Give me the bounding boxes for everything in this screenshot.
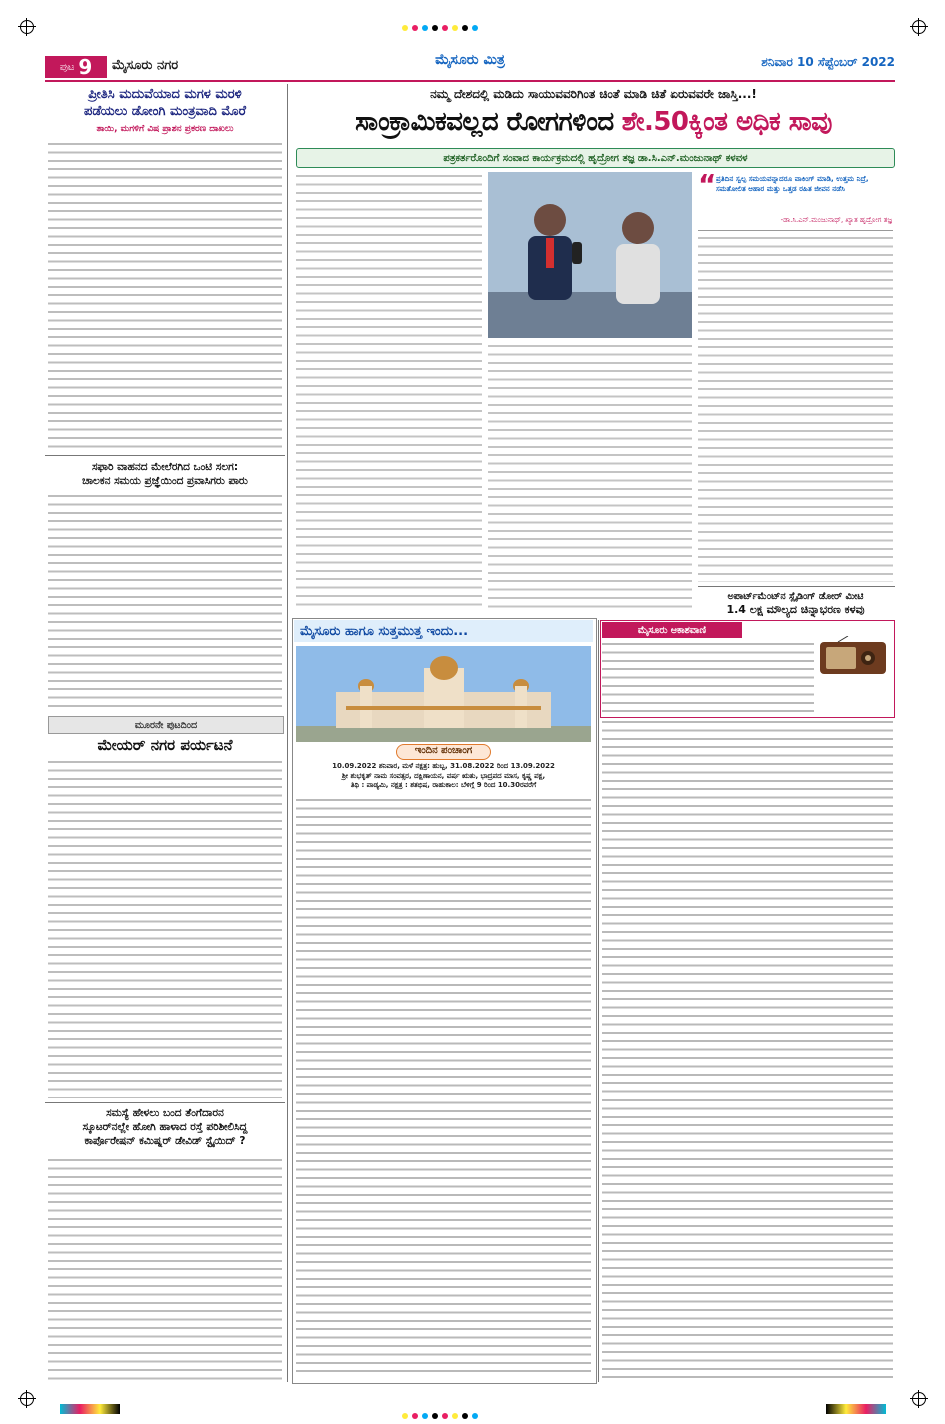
- radio-schedule: [602, 640, 814, 714]
- radio-icon: [818, 636, 888, 676]
- radio-title: ಮೈಸೂರು ಆಕಾಶವಾಣಿ: [637, 624, 707, 636]
- continued-label: ಮೂರನೇ ಪುಟದಿಂದ: [134, 719, 198, 731]
- radio-illustration: [818, 636, 888, 676]
- lead-body-mid: [488, 342, 692, 612]
- story3-body: [48, 758, 282, 1098]
- lead-subhead: ಪತ್ರಕರ್ತರೊಂದಿಗೆ ಸಂವಾದ ಕಾರ್ಯಕ್ರಮದಲ್ಲಿ ಹೃದ್ರೋಗ ತಜ್ಞ ಡಾ.ಸಿ.ಎನ್.ಮಂಜುನಾಥ್ ಕಳವಳ: [443, 152, 748, 164]
- panchanga-line1: 10.09.2022 ಶನಿವಾರ, ಮಳೆ ನಕ್ಷತ್ರ: ಹುಬ್ಬ, 31.08.2022 ರಿಂದ 13.09.2022: [332, 762, 555, 770]
- story2-title: [48, 460, 282, 488]
- palace-illustration: [296, 646, 591, 742]
- lead-body-right: [698, 234, 893, 582]
- story1-title: [48, 86, 282, 120]
- story4-title-line3: ಕಾರ್ಪೊರೇಷನ್ ಕಮಿಷ್ನರ್ ಡೇವಿಡ್ ಸ್ಟೈಯಿದ್ ?: [84, 1135, 246, 1147]
- today-title: ಮೈಸೂರು ಹಾಗೂ ಸುತ್ತಮುತ್ತ ಇಂದು...: [300, 623, 469, 639]
- panchanga-title: ಇಂದಿನ ಪಂಚಾಂಗ: [396, 744, 491, 760]
- quote-attribution: -ಡಾ.ಸಿ.ಎನ್.ಮಂಜುನಾಥ್, ಖ್ಯಾತ ಹೃದ್ರೋಗ ತಜ್ಞ: [780, 216, 892, 224]
- lead-headline-part1: ಸಾಂಕ್ರಾಮಿಕವಲ್ಲದ ರೋಗಗಳಿಂದ: [355, 106, 614, 137]
- panchanga-title-bar: [296, 744, 591, 760]
- speaker-photo-illustration: [488, 172, 692, 338]
- apartment-title-line1: ಅಪಾರ್ಟ್‌ಮೆಂಟ್‌ನ ಸ್ಲೈಡಿಂಗ್ ಡೋರ್ ಮೀಟಿ: [727, 591, 864, 602]
- quote-text: ಪ್ರತಿದಿನ ಸ್ವಲ್ಪ ಸಮಯವನ್ನಾದರೂ ವಾಕಿಂಗ್ ಮಾಡಿ, ಉತ್ತಮ ನಿದ್ರೆ, ಸಮತೋಲಿತ ಆಹಾರ ಮತ್ತು ಒತ್ತಡ ರಹಿತ ಜೀವನ ನಡೆಸಿ: [716, 174, 869, 193]
- story1-title-line1: ಪ್ರೀತಿಸಿ ಮದುವೆಯಾದ ಮಗಳ ಮರಳಿ: [88, 87, 242, 102]
- palace-photo: [296, 646, 591, 742]
- story4-title: [48, 1106, 282, 1148]
- lead-headline: [292, 104, 895, 140]
- continued-banner: [48, 716, 284, 734]
- lead-subhead-bar: [296, 148, 895, 168]
- story4-title-line1: ಸಮಸ್ಯೆ ಹೇಳಲು ಬಂದ ತೆಂಗೆದಾರನ: [106, 1107, 224, 1119]
- quote-mark-icon: “: [698, 168, 717, 201]
- panchanga-line3: ತಿಥಿ : ಪಾಡ್ಯಮಿ, ನಕ್ಷತ್ರ : ಶತಭಿಷ, ರಾಹುಕಾಲ: ಬೆಳಿಗ್ಗೆ 9 ರಿಂದ 10.30ರವರೆಗೆ: [350, 781, 537, 789]
- quote-box: [698, 168, 893, 231]
- events-list: [296, 796, 591, 1378]
- apartment-title-line2: 1.4 ಲಕ್ಷ ಮೌಲ್ಯದ ಚಿನ್ನಾಭರಣ ಕಳವು: [726, 603, 865, 616]
- paper-name: ಮೈಸೂರು ಮಿತ್ರ: [435, 52, 505, 68]
- apartment-title: [698, 590, 893, 616]
- page-label: ಪುಟ: [59, 61, 75, 73]
- lead-body-left: [296, 172, 482, 612]
- story1-body: [48, 140, 282, 452]
- page-number: 9: [78, 55, 93, 79]
- lead-headline-part2: ಶೇ.50ಕ್ಕಿಂತ ಅಧಿಕ ಸಾವು: [621, 106, 832, 137]
- lead-photo: [488, 172, 692, 338]
- story4-body: [48, 1156, 282, 1382]
- radio-schedule-cont: [602, 718, 893, 1382]
- story2-body: [48, 492, 282, 712]
- panchanga-line2: ಶ್ರೀ ಶುಭಕೃತ್ ನಾಮ ಸಂವತ್ಸರ, ದಕ್ಷಿಣಾಯನ, ವರ್ಷ ಋತು, ಭಾದ್ರಪದ ಮಾಸ, ಕೃಷ್ಣ ಪಕ್ಷ,: [341, 771, 546, 780]
- story1-title-line2: ಪಡೆಯಲು ಡೋಂಗಿ ಮಂತ್ರವಾದಿ ಮೊರೆ: [84, 104, 246, 119]
- story4-title-line2: ಸ್ಕೂಟರ್‌ನಲ್ಲೇ ಹೋಗಿ ಹಾಳಾದ ರಸ್ತೆ ಪರಿಶೀಲಿಸಿದ್ದ: [82, 1121, 248, 1133]
- story2-title-line1: ಸಫಾರಿ ವಾಹನದ ಮೇಲೆರಗಿದ ಒಂಟಿ ಸಲಗ:: [91, 461, 239, 473]
- story2-title-line2: ಚಾಲಕನ ಸಮಯ ಪ್ರಜ್ಞೆಯಿಂದ ಪ್ರವಾಸಿಗರು ಪಾರು: [82, 475, 248, 487]
- lead-kicker: ನಮ್ಮ ದೇಶದಲ್ಲಿ ಮಡಿದು ಸಾಯುವವರಿಗಿಂತ ಚಿಂತೆ ಮಾಡಿ ಚಿತೆ ಏರುವವರೇ ಜಾಸ್ತಿ...!: [430, 87, 757, 101]
- panchanga-text: [296, 762, 591, 791]
- page-number-box: [45, 56, 107, 78]
- issue-date: ಶನಿವಾರ 10 ಸೆಪ್ಟೆಂಬರ್ 2022: [761, 55, 895, 69]
- story1-subtitle: ತಾಯಿ, ಮಗಳಿಗೆ ವಿಷ ಪ್ರಾಶನ ಪ್ರಕರಣ ದಾಖಲು: [96, 124, 234, 134]
- today-title-bar: [294, 620, 593, 642]
- radio-title-bar: [602, 622, 742, 638]
- section-name: ಮೈಸೂರು ನಗರ: [112, 58, 179, 73]
- story3-title: ಮೇಯರ್ ನಗರ ಪರ್ಯಟನೆ: [97, 736, 233, 754]
